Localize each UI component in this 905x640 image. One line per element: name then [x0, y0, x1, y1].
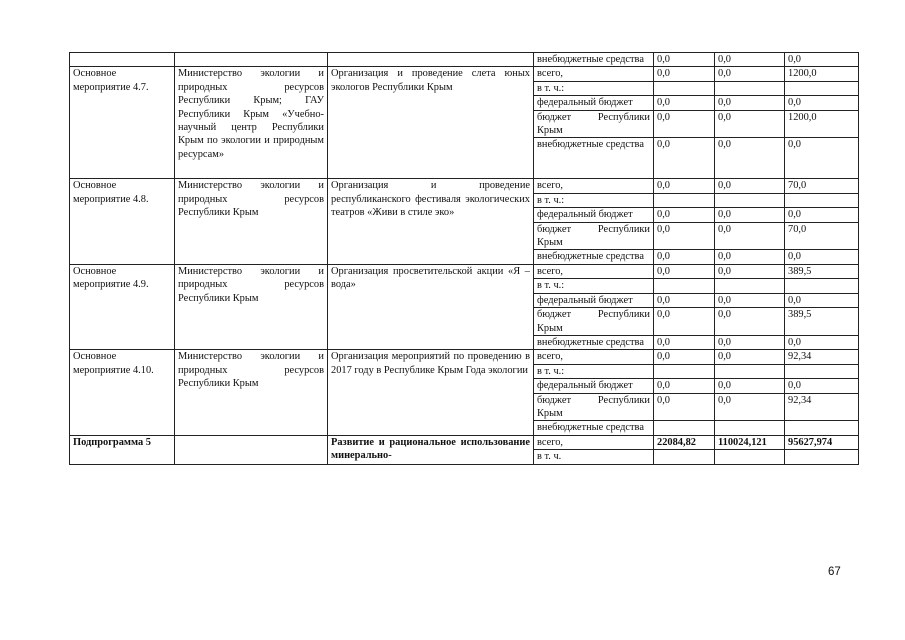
value-cell — [654, 193, 715, 207]
event-name-cell: Организация мероприятий по проведению в 2017 году в Республике Крым Года экологии — [328, 350, 534, 435]
value-cell: 389,5 — [785, 308, 859, 336]
event-cell: Основное мероприятие 4.7. — [70, 67, 175, 179]
value-cell: 1200,0 — [785, 110, 859, 138]
value-cell — [785, 364, 859, 378]
funding-source-cell: в т. ч.: — [534, 364, 654, 378]
value-cell: 0,0 — [654, 222, 715, 250]
value-cell: 0,0 — [715, 379, 785, 393]
value-cell: 0,0 — [654, 53, 715, 67]
value-cell: 0,0 — [654, 335, 715, 349]
event-cell: Основное мероприятие 4.10. — [70, 350, 175, 435]
value-cell: 0,0 — [654, 264, 715, 278]
funding-source-cell: бюджет Республики Крым — [534, 222, 654, 250]
funding-source-cell: внебюджетные средства — [534, 335, 654, 349]
value-cell: 0,0 — [654, 350, 715, 364]
funding-source-cell: внебюджетные средства — [534, 53, 654, 67]
value-cell: 22084,82 — [654, 435, 715, 449]
value-cell — [715, 193, 785, 207]
value-cell: 0,0 — [785, 379, 859, 393]
event-cell: Основное мероприятие 4.9. — [70, 264, 175, 349]
value-cell: 0,0 — [785, 208, 859, 222]
table-row — [70, 67, 859, 81]
value-cell: 0,0 — [715, 393, 785, 421]
value-cell — [785, 450, 859, 464]
table-row — [70, 264, 859, 278]
value-cell: 0,0 — [654, 179, 715, 193]
value-cell: 0,0 — [785, 293, 859, 307]
value-cell: 0,0 — [715, 350, 785, 364]
funding-source-cell: федеральный бюджет — [534, 96, 654, 110]
funding-source-cell: федеральный бюджет — [534, 379, 654, 393]
value-cell — [654, 450, 715, 464]
value-cell — [654, 279, 715, 293]
value-cell — [785, 279, 859, 293]
funding-source-cell: в т. ч.: — [534, 81, 654, 95]
table-row — [70, 179, 859, 193]
event-cell — [70, 53, 175, 67]
value-cell: 0,0 — [715, 264, 785, 278]
value-cell: 0,0 — [715, 110, 785, 138]
value-cell: 95627,974 — [785, 435, 859, 449]
executor-cell: Министерство экологии и природных ресурсов Республики Крым — [175, 350, 328, 435]
funding-source-cell: федеральный бюджет — [534, 208, 654, 222]
funding-source-cell: бюджет Республики Крым — [534, 393, 654, 421]
value-cell: 0,0 — [654, 110, 715, 138]
value-cell: 0,0 — [785, 335, 859, 349]
value-cell: 0,0 — [715, 138, 785, 179]
value-cell: 0,0 — [654, 208, 715, 222]
value-cell: 0,0 — [785, 53, 859, 67]
value-cell — [715, 81, 785, 95]
funding-source-cell: внебюджетные средства — [534, 138, 654, 179]
funding-source-cell: бюджет Республики Крым — [534, 308, 654, 336]
funding-source-cell: внебюджетные средства — [534, 421, 654, 435]
table-row — [70, 53, 859, 67]
table-row — [70, 435, 859, 449]
value-cell: 389,5 — [785, 264, 859, 278]
executor-cell: Министерство экологии и природных ресурсов Республики Крым — [175, 179, 328, 264]
value-cell — [785, 193, 859, 207]
value-cell: 110024,121 — [715, 435, 785, 449]
funding-source-cell: в т. ч.: — [534, 279, 654, 293]
value-cell: 0,0 — [715, 335, 785, 349]
value-cell: 0,0 — [654, 96, 715, 110]
value-cell — [785, 81, 859, 95]
value-cell: 92,34 — [785, 350, 859, 364]
value-cell: 0,0 — [715, 208, 785, 222]
value-cell — [654, 364, 715, 378]
value-cell — [654, 81, 715, 95]
value-cell: 0,0 — [715, 67, 785, 81]
value-cell — [785, 421, 859, 435]
value-cell — [715, 421, 785, 435]
subprogram-name-cell: Развитие и рациональное использование минерально- — [328, 435, 534, 464]
value-cell: 0,0 — [715, 308, 785, 336]
value-cell: 0,0 — [715, 293, 785, 307]
event-name-cell: Организация просветительской акции «Я – вода» — [328, 264, 534, 349]
value-cell: 0,0 — [715, 53, 785, 67]
value-cell: 0,0 — [785, 250, 859, 264]
value-cell: 0,0 — [715, 179, 785, 193]
funding-source-cell: в т. ч.: — [534, 193, 654, 207]
value-cell: 70,0 — [785, 179, 859, 193]
funding-source-cell: бюджет Республики Крым — [534, 110, 654, 138]
value-cell: 0,0 — [654, 308, 715, 336]
value-cell — [715, 279, 785, 293]
subprogram-cell: Подпрограмма 5 — [70, 435, 175, 464]
value-cell: 0,0 — [654, 293, 715, 307]
event-name-cell: Организация и проведение слета юных экологов Республики Крым — [328, 67, 534, 179]
event-name-cell — [328, 53, 534, 67]
value-cell: 70,0 — [785, 222, 859, 250]
value-cell: 0,0 — [715, 222, 785, 250]
value-cell — [715, 450, 785, 464]
executor-cell — [175, 435, 328, 464]
funding-source-cell: всего, — [534, 264, 654, 278]
value-cell: 0,0 — [785, 138, 859, 179]
funding-source-cell: в т. ч. — [534, 450, 654, 464]
value-cell: 1200,0 — [785, 67, 859, 81]
event-name-cell: Организация и проведение республиканского фестиваля экологических театров «Живи в стиле эко» — [328, 179, 534, 264]
value-cell: 0,0 — [715, 250, 785, 264]
value-cell — [715, 364, 785, 378]
funding-source-cell: всего, — [534, 67, 654, 81]
funding-source-cell: всего, — [534, 435, 654, 449]
funding-source-cell: всего, — [534, 350, 654, 364]
value-cell: 92,34 — [785, 393, 859, 421]
value-cell: 0,0 — [785, 96, 859, 110]
program-funding-table — [69, 52, 859, 465]
value-cell: 0,0 — [654, 393, 715, 421]
executor-cell: Министерство экологии и природных ресурсов Республики Крым; ГАУ Республики Крым «Учебно-научный центр Республики Крым по экологии и природным ресурсам» — [175, 67, 328, 179]
funding-source-cell: внебюджетные средства — [534, 250, 654, 264]
value-cell: 0,0 — [715, 96, 785, 110]
funding-source-cell: всего, — [534, 179, 654, 193]
value-cell: 0,0 — [654, 379, 715, 393]
executor-cell: Министерство экологии и природных ресурсов Республики Крым — [175, 264, 328, 349]
executor-cell — [175, 53, 328, 67]
value-cell: 0,0 — [654, 250, 715, 264]
page-number: 67 — [828, 566, 841, 578]
table-row — [70, 350, 859, 364]
value-cell — [654, 421, 715, 435]
value-cell: 0,0 — [654, 67, 715, 81]
funding-source-cell: федеральный бюджет — [534, 293, 654, 307]
value-cell: 0,0 — [654, 138, 715, 179]
event-cell: Основное мероприятие 4.8. — [70, 179, 175, 264]
